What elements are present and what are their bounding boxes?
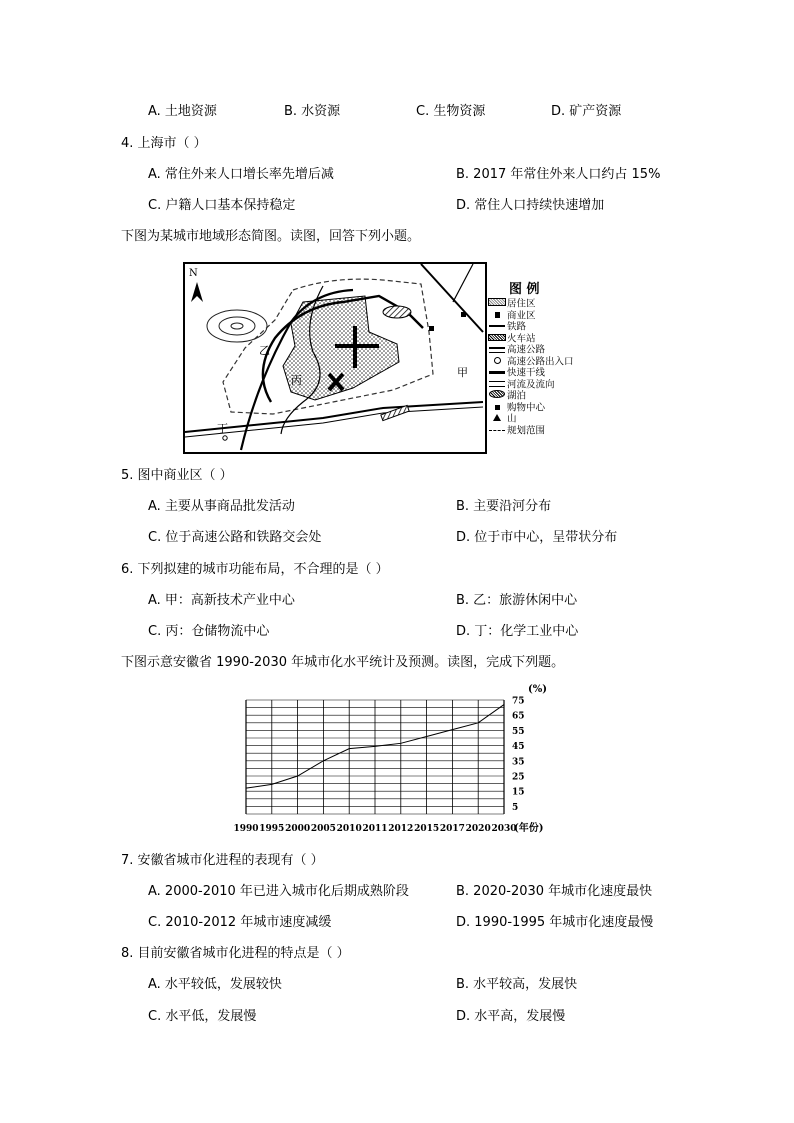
north-label: N	[189, 268, 198, 279]
legend-label: 铁路	[507, 321, 527, 333]
legend-item	[487, 333, 574, 345]
q8-stem: 8. 目前安徽省城市化进程的特点是（ ）	[121, 946, 350, 961]
x-tick-label: 2015	[414, 824, 440, 834]
q7-option-b: B. 2020-2030 年城市化速度最快	[456, 884, 653, 899]
legend-title: 图 例	[509, 282, 540, 297]
x-tick-label: 1990	[233, 824, 259, 834]
q3-option-a: A. 土地资源	[148, 104, 217, 119]
legend-label: 居住区	[507, 298, 536, 310]
q4-option-a: A. 常住外来人口增长率先增后减	[148, 167, 334, 182]
x-tick-label: 2020	[465, 824, 491, 834]
q3-option-d: D. 矿产资源	[551, 104, 622, 119]
q8-option-c: C. 水平低，发展慢	[148, 1009, 257, 1024]
x-tick-label: 2010	[336, 824, 362, 834]
q3-option-c: C. 生物资源	[416, 104, 486, 119]
q7-option-a: A. 2000-2010 年已进入城市化后期成熟阶段	[148, 884, 409, 899]
q5-option-c: C. 位于高速公路和铁路交会处	[148, 530, 322, 545]
x-axis-label: (年份)	[514, 823, 544, 834]
legend-label: 购物中心	[507, 401, 546, 413]
legend-symbol	[487, 333, 507, 345]
legend-label: 规划范围	[507, 424, 546, 436]
lake	[383, 306, 411, 318]
q5-stem: 5. 图中商业区（ ）	[121, 468, 233, 483]
y-tick-label: 15	[512, 787, 525, 798]
legend-item	[487, 390, 574, 402]
q6-option-d: D. 丁：化学工业中心	[456, 624, 579, 639]
legend-symbol	[487, 413, 507, 425]
q6-stem: 6. 下列拟建的城市功能布局，不合理的是（ ）	[121, 562, 389, 577]
y-tick-label: 5	[512, 802, 519, 813]
y-tick-label: 45	[512, 742, 525, 753]
legend-item	[487, 321, 574, 333]
shopping-center	[429, 326, 434, 331]
legend-symbol	[487, 425, 507, 437]
q6-option-c: C. 丙：仓储物流中心	[148, 624, 270, 639]
x-tick-label: 2000	[285, 824, 311, 834]
legend-label: 高速公路	[507, 344, 546, 356]
legend-label: 湖泊	[507, 390, 527, 402]
shopping-center-east	[461, 312, 466, 317]
q4-option-b: B. 2017 年常住外来人口约占 15%	[456, 167, 661, 182]
label-yi: 乙	[259, 344, 270, 357]
q3-option-b: B. 水资源	[284, 104, 341, 119]
y-tick-label: 25	[512, 772, 525, 783]
q8-option-a: A. 水平较低，发展较快	[148, 977, 282, 992]
y-tick-label: 75	[512, 696, 525, 707]
legend-label: 商业区	[507, 309, 536, 321]
q4-option-c: C. 户籍人口基本保持稳定	[148, 198, 296, 213]
legend-item	[487, 379, 574, 391]
label-bing: 丙	[291, 374, 302, 387]
legend-label: 山	[507, 413, 517, 425]
x-tick-label: 2017	[439, 824, 465, 834]
city-map	[183, 262, 487, 454]
legend-symbol	[487, 402, 507, 414]
q7-option-d: D. 1990-1995 年城市化速度最慢	[456, 915, 654, 930]
legend-item	[487, 367, 574, 379]
q8-option-d: D. 水平高，发展慢	[456, 1009, 566, 1024]
legend-item	[487, 298, 574, 310]
legend-symbol	[487, 367, 507, 379]
legend-symbol	[487, 379, 507, 391]
y-tick-label: 55	[512, 726, 525, 737]
legend-symbol	[487, 344, 507, 356]
q6-option-a: A. 甲：高新技术产业中心	[148, 593, 295, 608]
highway-exit	[223, 436, 227, 440]
q6-option-b: B. 乙：旅游休闲中心	[456, 593, 578, 608]
q7-option-c: C. 2010-2012 年城市速度减缓	[148, 915, 332, 930]
map-legend	[487, 262, 587, 454]
x-tick-label: 2011	[362, 824, 388, 834]
legend-item	[487, 413, 574, 425]
q4-option-d: D. 常住人口持续快速增加	[456, 198, 605, 213]
legend-symbol	[487, 356, 507, 368]
x-tick-label: 2005	[310, 824, 336, 834]
q4-stem: 4. 上海市（ ）	[121, 136, 207, 151]
legend-symbol	[487, 298, 507, 310]
chart-intro: 下图示意安徽省 1990-2030 年城市化水平统计及预测。读图，完成下列题。	[121, 655, 565, 670]
q5-option-d: D. 位于市中心，呈带状分布	[456, 530, 618, 545]
y-tick-label: 35	[512, 757, 525, 768]
label-jia: 甲	[457, 366, 468, 379]
legend-label: 快速干线	[507, 367, 546, 379]
q7-stem: 7. 安徽省城市化进程的表现有（ ）	[121, 853, 324, 868]
legend-label: 河流及流向	[507, 378, 555, 390]
legend-item	[487, 356, 574, 368]
x-tick-label: 2030	[491, 824, 517, 834]
legend-symbol	[487, 390, 507, 402]
legend-item	[487, 425, 574, 437]
map-intro: 下图为某城市地域形态简图。读图，回答下列小题。	[121, 229, 421, 244]
y-tick-label: 65	[512, 711, 525, 722]
q5-option-a: A. 主要从事商品批发活动	[148, 499, 295, 514]
q8-option-b: B. 水平较高，发展快	[456, 977, 578, 992]
legend-item	[487, 402, 574, 414]
y-axis-label: (%)	[528, 684, 547, 695]
x-tick-label: 1995	[259, 824, 285, 834]
legend-item	[487, 344, 574, 356]
x-tick-label: 2012	[388, 824, 414, 834]
legend-symbol	[487, 321, 507, 333]
urbanization-chart	[232, 680, 577, 835]
legend-label: 高速公路出入口	[507, 355, 574, 367]
legend-item	[487, 310, 574, 322]
label-ding: 丁	[217, 422, 228, 435]
q5-option-b: B. 主要沿河分布	[456, 499, 552, 514]
legend-symbol	[487, 310, 507, 322]
legend-label: 火车站	[507, 332, 536, 344]
